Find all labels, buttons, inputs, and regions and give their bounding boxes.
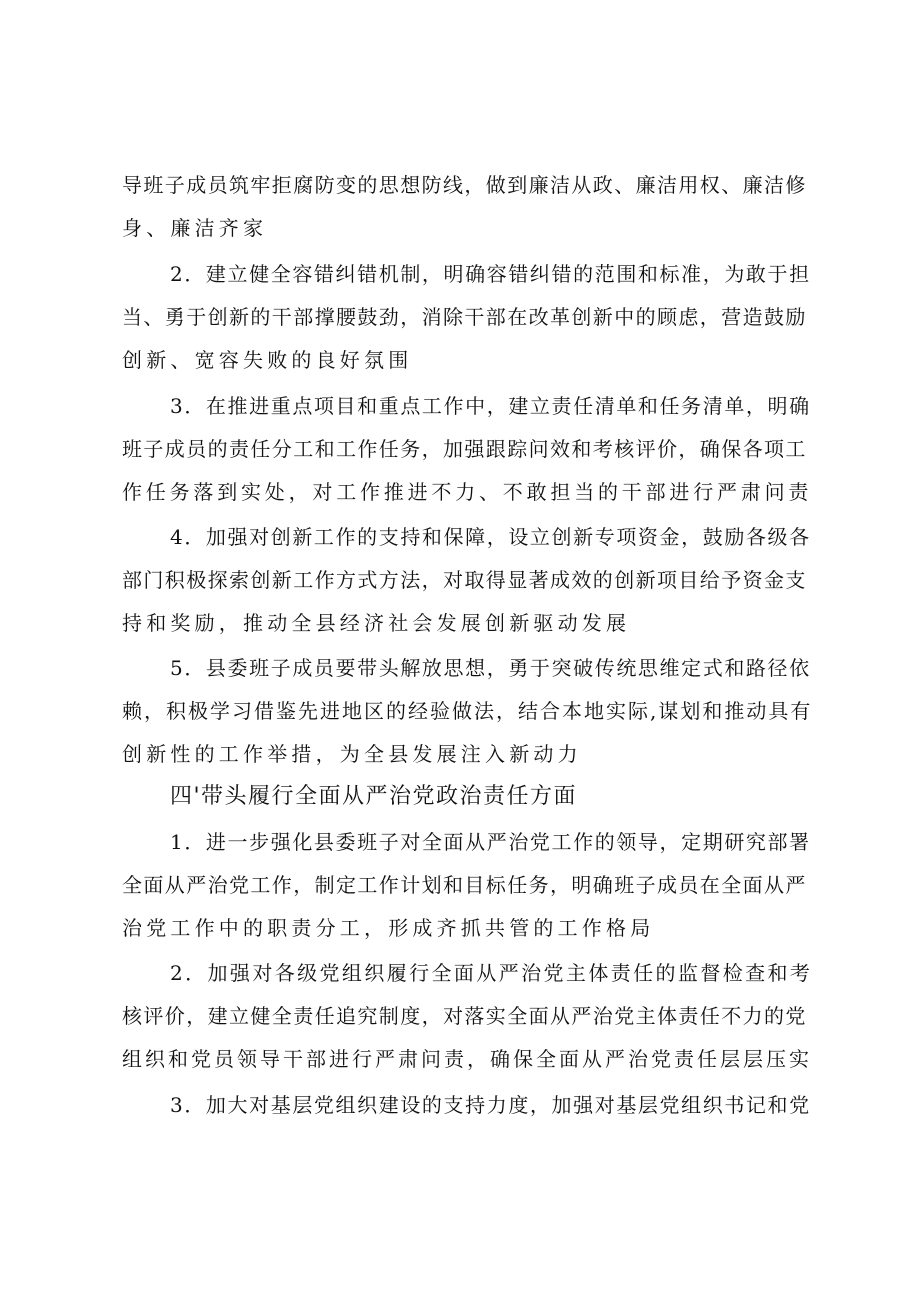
paragraph-line: 班子成员的责任分工和工作任务，加强跟踪问效和考核评价，确保各项工 [122, 437, 807, 461]
section-heading: 四'带头履行全面从严治党政治责任方面 [170, 784, 578, 809]
paragraph-line: 导班子成员筑牢拒腐防变的思想防线，做到廉洁从政、廉洁用权、廉洁修 [122, 173, 807, 197]
paragraph-line: 身、廉洁齐家 [122, 216, 268, 240]
paragraph-line: 3．在推进重点项目和重点工作中，建立责任清单和任务清单，明确 [170, 394, 811, 418]
paragraph-line: 2．建立健全容错纠错机制，明确容错纠错的范围和标准，为敢于担 [170, 262, 811, 286]
paragraph-line: 5．县委班子成员要带头解放思想，勇于突破传统思维定式和路径依 [170, 656, 811, 680]
paragraph-line: 全面从严治党工作，制定工作计划和目标任务，明确班子成员在全面从严 [122, 873, 807, 897]
paragraph-line: 核评价，建立健全责任追究制度，对落实全面从严治党主体责任不力的党 [122, 1004, 807, 1028]
paragraph-line: 4．加强对创新工作的支持和保障，设立创新专项资金，鼓励各级各 [170, 525, 811, 549]
paragraph-line: 创新、宽容失败的良好氛围 [122, 348, 413, 372]
paragraph-line: 组织和党员领导干部进行严肃问责，确保全面从严治党责任层层压实 [122, 1047, 812, 1071]
paragraph-line: 持和奖励，推动全县经济社会发展创新驱动发展 [122, 611, 631, 635]
paragraph-line: 1．进一步强化县委班子对全面从严治党工作的领导，定期研究部署 [170, 830, 811, 854]
paragraph-line: 赖，积极学习借鉴先进地区的经验做法，结合本地实际,谋划和推动具有 [122, 699, 813, 723]
paragraph-line: 2．加强对各级党组织履行全面从严治党主体责任的监督检查和考 [170, 961, 813, 985]
paragraph-line: 3．加大对基层党组织建设的支持力度，加强对基层党组织书记和党 [170, 1093, 811, 1117]
paragraph-line: 当、勇于创新的干部撑腰鼓劲，消除干部在改革创新中的顾虑，营造鼓励 [122, 305, 807, 329]
paragraph-line: 部门积极探索创新工作方式方法，对取得显著成效的创新项目给予资金支 [122, 568, 807, 592]
paragraph-line: 创新性的工作举措，为全县发展注入新动力 [122, 742, 582, 766]
paragraph-line: 治党工作中的职责分工，形成齐抓共管的工作格局 [122, 916, 655, 940]
paragraph-line: 作任务落到实处，对工作推进不力、不敢担当的干部进行严肃问责 [122, 480, 813, 504]
